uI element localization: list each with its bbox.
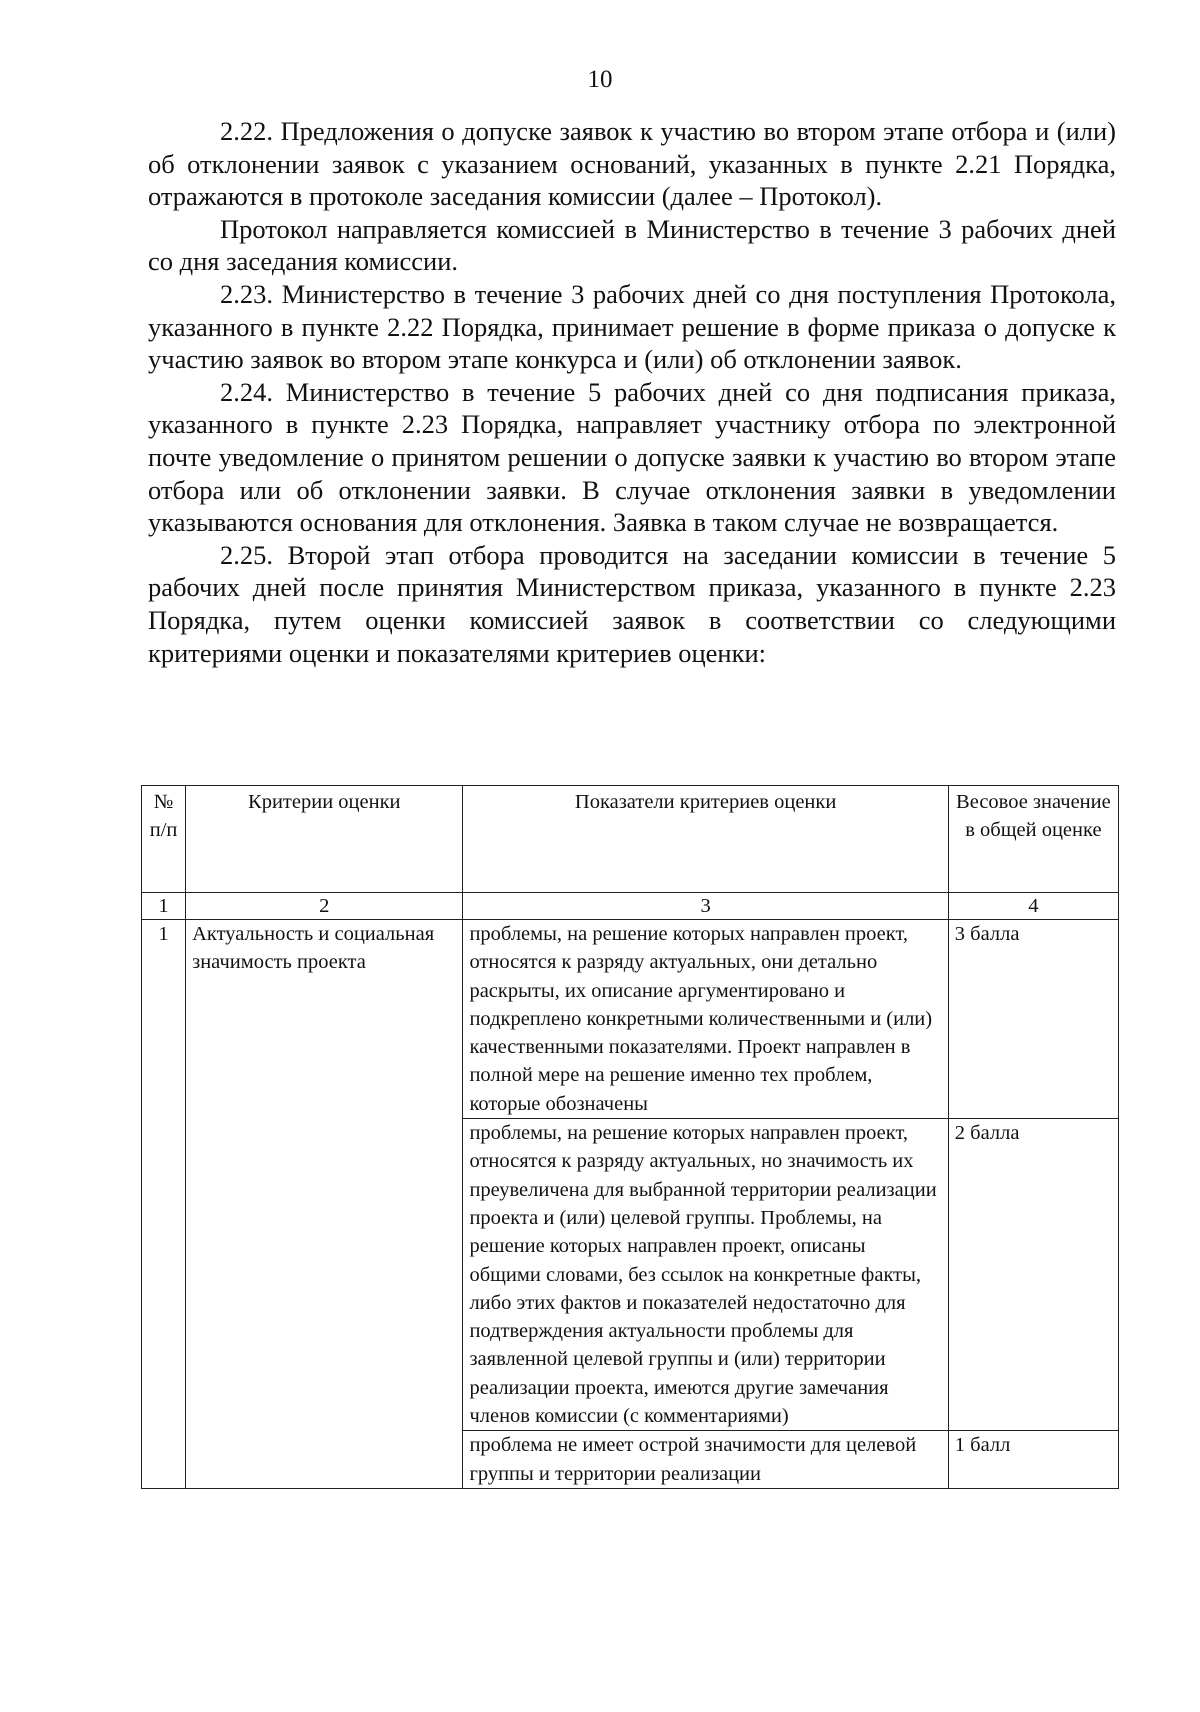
paragraph-protocol: Протокол направляется комиссией в Министерство в течение 3 рабочих дней со дня заседания комиссии.	[148, 213, 1116, 277]
column-number: 4	[948, 893, 1118, 920]
column-number: 1	[142, 893, 186, 920]
paragraph-2-22: 2.22. Предложения о допуске заявок к участию во втором этапе отбора и (или) об отклонении заявок с указанием оснований, указанных в пункте 2.21 Порядка, отражаются в протоколе заседания комиссии (далее – Протокол).	[148, 116, 1116, 212]
row-number: 1	[142, 920, 186, 1489]
criterion-name: Актуальность и социальная значимость проекта	[186, 920, 463, 1489]
header-indicators: Показатели критериев оценки	[463, 786, 948, 893]
page-number: 10	[587, 66, 613, 93]
criteria-table	[141, 785, 1119, 1489]
table-row	[142, 920, 1119, 1119]
paragraph-2-24: 2.24. Министерство в течение 5 рабочих дней со дня подписания приказа, указанного в пункте 2.23 Порядка, направляет участнику отбора по электронной почте уведомление о принятом решении о допуске заявки к участию во втором этапе отбора или об отклонении заявки. В случае отклонения заявки в уведомлении указываются основания для отклонения. Заявка в таком случае не возвращается.	[148, 376, 1116, 538]
score-level-3: 3 балла	[948, 920, 1118, 1119]
indicator-level-3: проблемы, на решение которых направлен проект, относятся к разряду актуальных, они детально раскрыты, их описание аргументировано и подкреплено конкретными количественными и (или) качественными показателями. Проект направлен в полной мере на решение именно тех проблем, которые обозначены	[463, 920, 948, 1119]
header-criteria: Критерии оценки	[186, 786, 463, 893]
paragraph-2-25: 2.25. Второй этап отбора проводится на заседании комиссии в течение 5 рабочих дней после принятия Министерством приказа, указанного в пункте 2.23 Порядка, путем оценки комиссией заявок в соответствии со следующими критериями оценки и показателями критериев оценки:	[148, 539, 1116, 668]
table-header-row	[142, 786, 1119, 893]
column-number: 2	[186, 893, 463, 920]
score-level-2: 2 балла	[948, 1119, 1118, 1431]
paragraph-2-23: 2.23. Министерство в течение 3 рабочих дней со дня поступления Протокола, указанного в пункте 2.22 Порядка, принимает решение в форме приказа о допуске к участию заявок во втором этапе конкурса и (или) об отклонении заявок.	[148, 278, 1116, 375]
score-level-1: 1 балл	[948, 1431, 1118, 1489]
indicator-level-2: проблемы, на решение которых направлен проект, относятся к разряду актуальных, но значимость их преувеличена для выбранной территории реализации проекта и (или) целевой группы. Проблемы, на решение которых направлен проект, описаны общими словами, без ссылок на конкретные факты, либо этих фактов и показателей недостаточно для подтверждения актуальности проблемы для заявленной целевой группы и (или) территории реализации проекта, имеются другие замечания членов комиссии (с комментариями)	[463, 1119, 948, 1431]
document-body	[148, 115, 1116, 669]
column-number-row	[142, 893, 1119, 920]
header-weight: Весовое значение в общей оценке	[948, 786, 1118, 893]
header-num: № п/п	[142, 786, 186, 893]
indicator-level-1: проблема не имеет острой значимости для целевой группы и территории реализации	[463, 1431, 948, 1489]
column-number: 3	[463, 893, 948, 920]
